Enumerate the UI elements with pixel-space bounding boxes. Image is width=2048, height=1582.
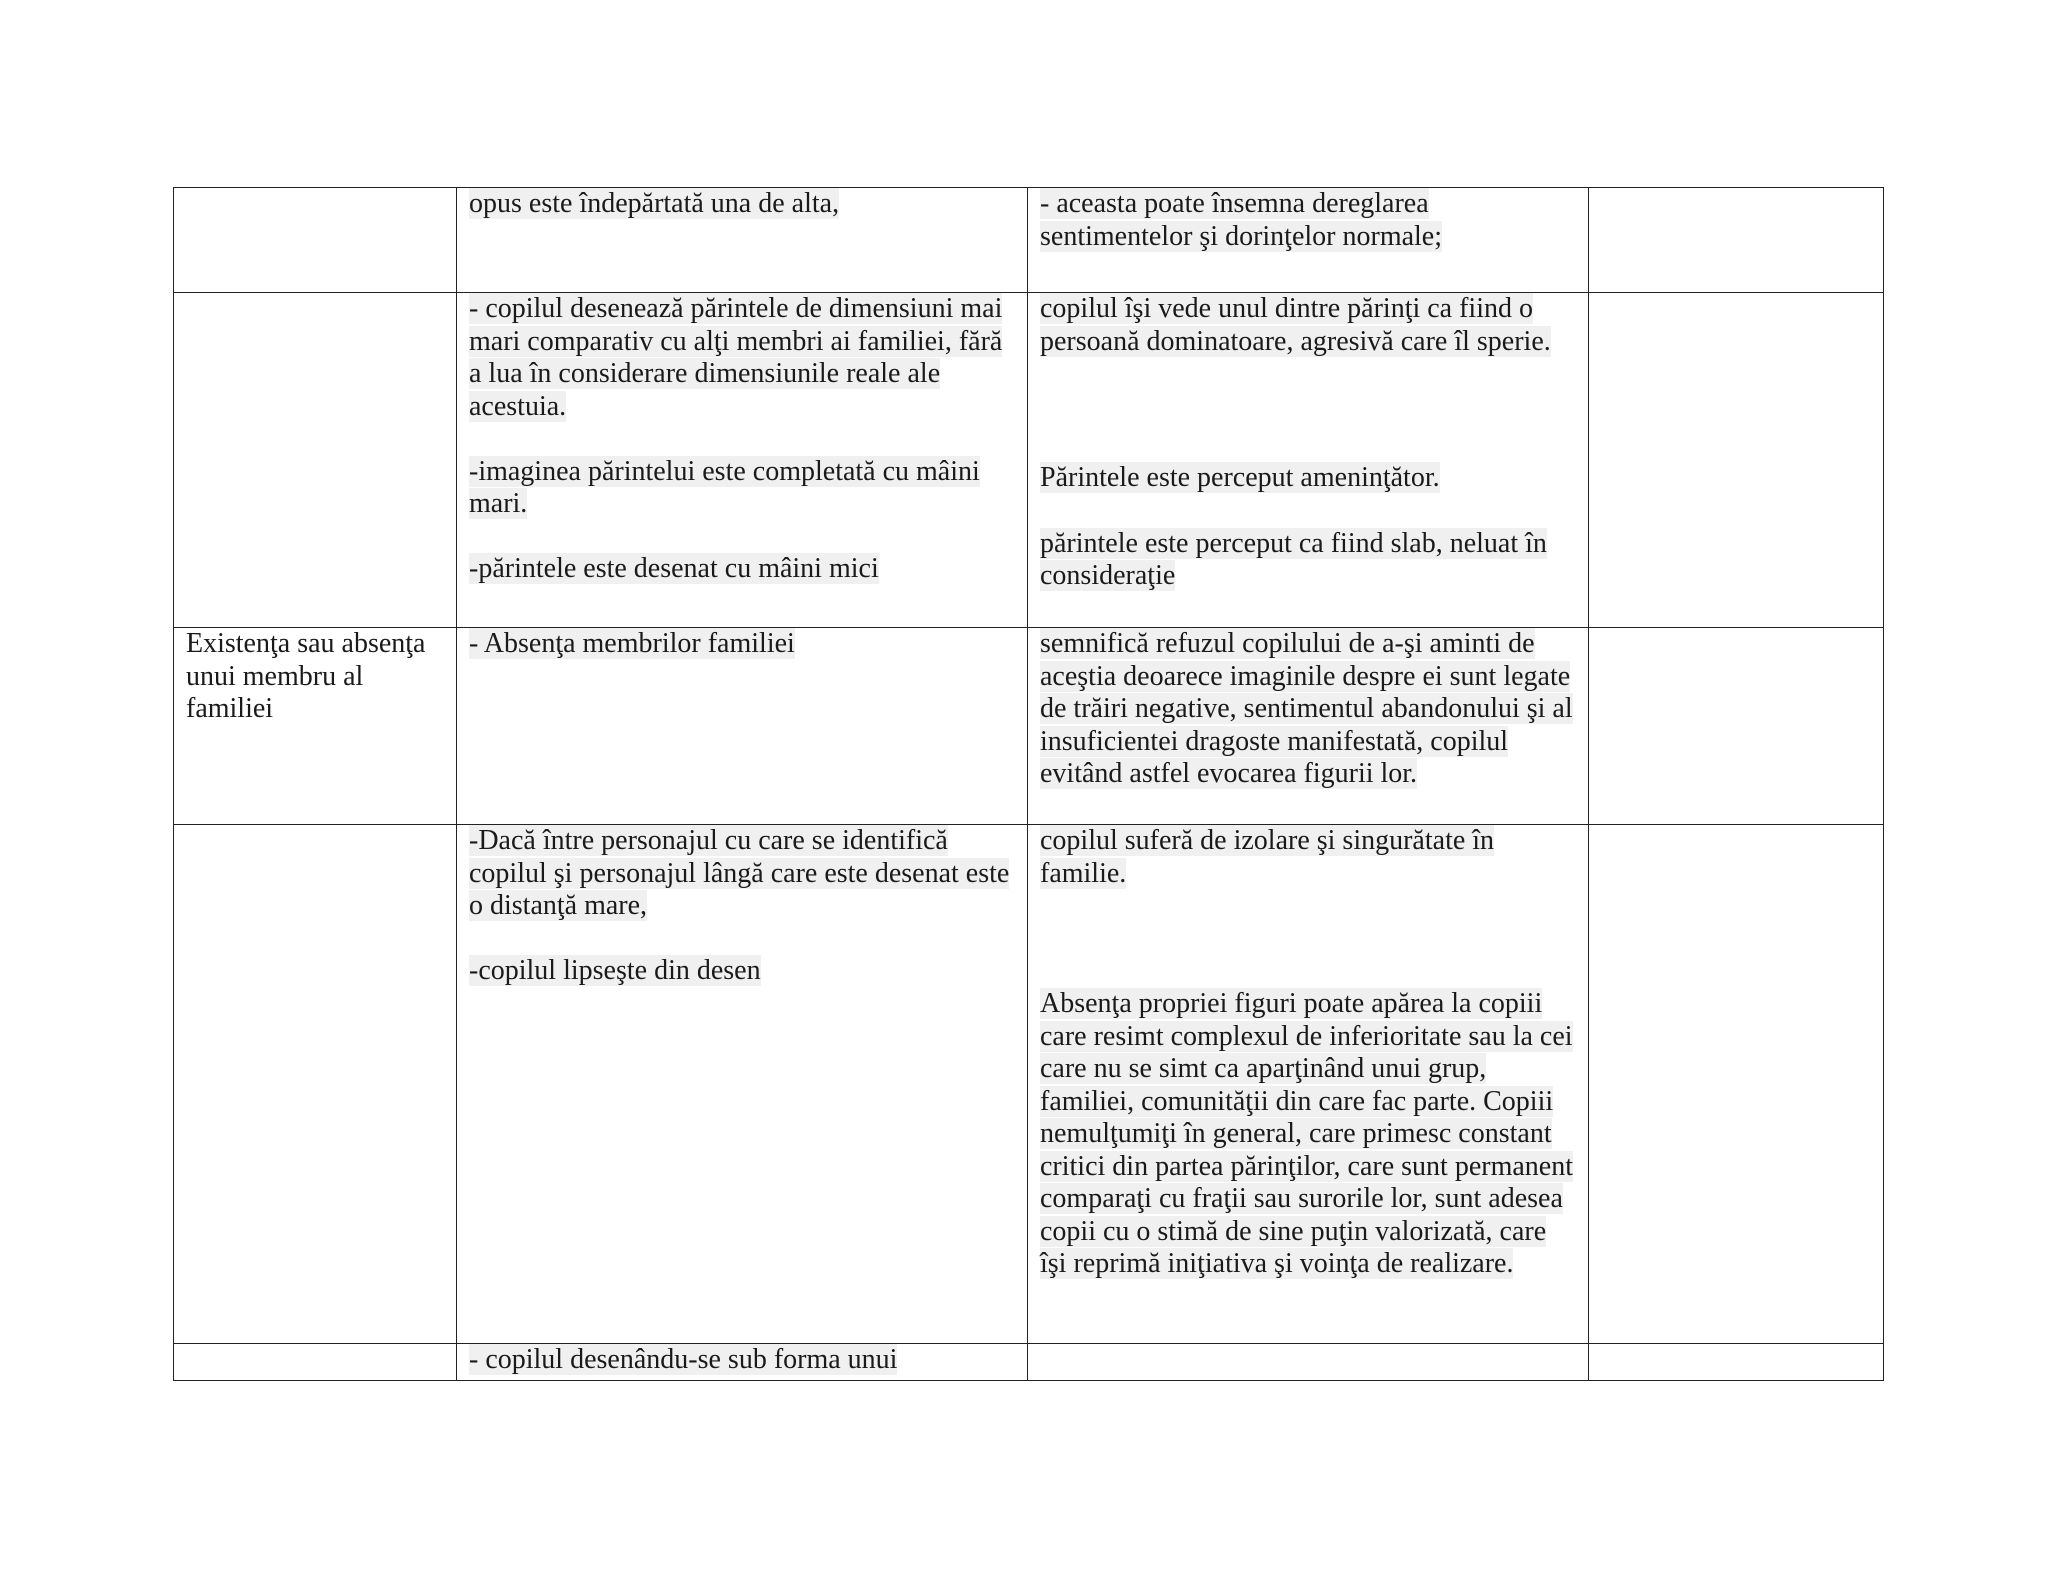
table-cell [1028, 188, 1589, 293]
cell-paragraph [1040, 528, 1576, 593]
paragraph-spacer [469, 923, 1015, 956]
row-category-label: Existenţa sau absenţa unui membru al familiei [186, 628, 426, 724]
cell-text: părintele este perceput ca fiind slab, neluat în consideraţie [1040, 527, 1547, 591]
cell-text: copilul îşi vede unul dintre părinţi ca fiind o persoană dominatoare, agresivă care îl sperie. [1040, 293, 1551, 357]
cell-paragraph [469, 188, 1015, 221]
table-cell [1589, 628, 1884, 825]
table-cell [174, 628, 457, 825]
cell-paragraph [469, 456, 1015, 521]
table-cell [457, 628, 1028, 825]
cell-paragraph [1040, 825, 1576, 890]
cell-paragraph [469, 553, 1015, 586]
paragraph-spacer [1040, 495, 1576, 528]
cell-paragraph [469, 628, 1015, 661]
cell-text: opus este îndepărtată una de alta, [469, 188, 840, 219]
cell-text: - Absenţa membrilor familiei [469, 628, 795, 659]
analysis-table [173, 187, 1884, 1381]
cell-paragraph [469, 955, 1015, 988]
table-cell [1028, 1344, 1589, 1381]
cell-text: -părintele este desenat cu mâini mici [469, 553, 879, 584]
table-row [174, 293, 1884, 628]
table-cell [1589, 1344, 1884, 1381]
cell-paragraph [469, 825, 1015, 923]
paragraph-spacer [1040, 358, 1576, 462]
cell-text: Părintele este perceput ameninţător. [1040, 462, 1440, 493]
table-cell [1028, 628, 1589, 825]
table-row [174, 825, 1884, 1344]
table-row [174, 628, 1884, 825]
table-cell [457, 293, 1028, 628]
table-cell [1589, 188, 1884, 293]
cell-paragraph [1040, 188, 1576, 253]
table-cell [174, 1344, 457, 1381]
cell-text: copilul suferă de izolare şi singurătate în familie. [1040, 825, 1495, 889]
cell-text: -imaginea părintelui este completată cu mâini mari. [469, 455, 980, 519]
paragraph-spacer [469, 423, 1015, 456]
cell-text: semnifică refuzul copilului de a-şi aminti de aceştia deoarece imaginile despre ei sunt legate de trăiri negative, sentimentul abandonului şi al insuficientei dragoste manifestată, copilul evitând astfel evocarea figurii lor. [1040, 628, 1573, 789]
table-cell [1589, 825, 1884, 1344]
cell-text: -copilul lipseşte din desen [469, 955, 761, 986]
cell-text: - copilul desenează părintele de dimensiuni mai mari comparativ cu alţi membri ai familiei, fără a lua în considerare dimensiunile reale ale acestuia. [469, 293, 1003, 422]
cell-text: Absenţa propriei figuri poate apărea la copiii care resimt complexul de inferioritate sau la cei care nu se simt ca aparţinând unui grup, familiei, comunităţii din care fac parte. Copiii nemulţumiţi în general, care primesc constant critici din partea părinţilor, care sunt permanent comparaţi cu fraţii sau surorile lor, sunt adesea copii cu o stimă de sine puţin valorizată, care îşi reprimă iniţiativa şi voinţa de realizare. [1040, 988, 1573, 1279]
table-cell [457, 188, 1028, 293]
table-cell [174, 293, 457, 628]
table-cell [1589, 293, 1884, 628]
table-cell [457, 1344, 1028, 1381]
cell-paragraph [469, 293, 1015, 423]
table-cell [1028, 293, 1589, 628]
cell-paragraph [1040, 628, 1576, 791]
table-row [174, 188, 1884, 293]
table-cell [1028, 825, 1589, 1344]
cell-paragraph [1040, 293, 1576, 358]
cell-text: - aceasta poate însemna dereglarea sentimentelor şi dorinţelor normale; [1040, 188, 1443, 252]
table-cell [174, 188, 457, 293]
table-cell [457, 825, 1028, 1344]
paragraph-spacer [469, 521, 1015, 554]
cell-paragraph [1040, 462, 1576, 495]
cell-paragraph [469, 1344, 1015, 1377]
table-cell [174, 825, 457, 1344]
paragraph-spacer [1040, 890, 1576, 988]
cell-paragraph [1040, 988, 1576, 1281]
table-row [174, 1344, 1884, 1381]
cell-text: - copilul desenându-se sub forma unui [469, 1344, 898, 1375]
cell-text: -Dacă între personajul cu care se identifică copilul şi personajul lângă care este desenat este o distanţă mare, [469, 825, 1010, 921]
